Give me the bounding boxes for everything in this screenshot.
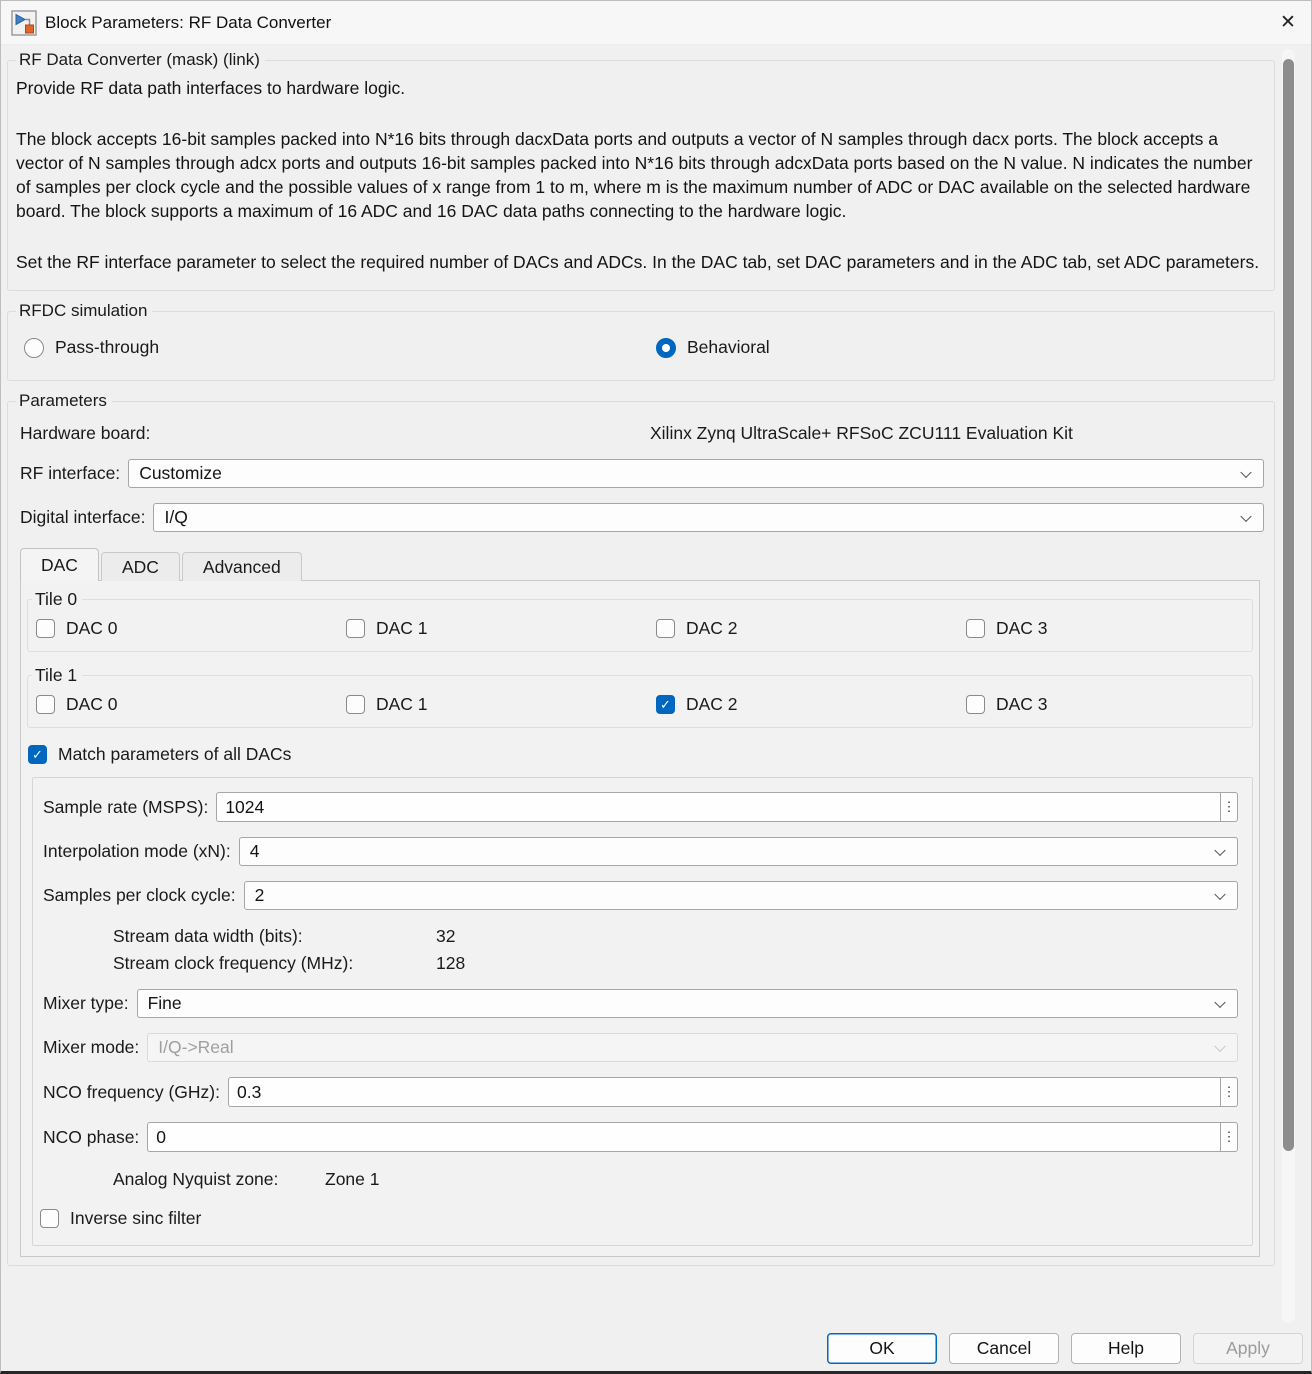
mixer-mode-value: I/Q->Real [158,1037,234,1057]
checkbox-label: DAC 2 [686,618,738,638]
mask-summary-text: Provide RF data path interfaces to hardware logic. [16,78,406,98]
tile0-group [27,589,1253,652]
mask-instruction-text: Set the RF interface parameter to select the required number of DACs and ADCs. In the DAC tab, set DAC parameters and in the ADC tab, set ADC parameters. [16,252,1260,272]
dialog-content [1,46,1311,1327]
rf-interface-row [16,459,1264,488]
tab-dac-label: DAC [41,554,78,575]
check-icon: ✓ [660,697,671,712]
samples-per-clock-value: 2 [254,885,265,905]
apply-button: Apply [1193,1333,1303,1364]
checkbox-icon[interactable] [36,695,55,714]
parameters-group [7,391,1275,1266]
checkbox-icon[interactable] [346,695,365,714]
mixer-type-value: Fine [147,993,182,1013]
checkbox-tile0-dac0[interactable] [36,618,346,639]
tab-dac[interactable] [20,548,99,581]
mask-description-group [7,50,1275,291]
stream-clock-frequency-row [39,953,1238,974]
radio-button-icon[interactable] [24,338,44,358]
samples-per-clock-label: Samples per clock cycle: [43,885,236,905]
tab-advanced-label: Advanced [202,556,281,577]
rf-interface-value: Customize [139,463,222,483]
checkbox-match-parameters[interactable] [28,744,1253,765]
nco-phase-row [39,1122,1238,1152]
samples-per-clock-dropdown[interactable] [244,881,1238,910]
checkbox-tile1-dac0[interactable] [36,694,346,715]
hardware-board-label: Hardware board: [20,423,151,443]
digital-interface-dropdown[interactable] [153,503,1264,532]
checkbox-label: DAC 0 [66,694,118,714]
close-icon[interactable]: ✕ [1280,12,1296,33]
rfdc-simulation-group [7,301,1275,381]
tile0-legend: Tile 0 [35,589,78,609]
tab-advanced[interactable] [182,552,302,581]
nco-frequency-input[interactable] [228,1077,1220,1107]
help-button[interactable]: Help [1071,1333,1181,1364]
mixer-type-row [39,989,1238,1018]
dac-tab-panel [20,580,1260,1257]
tile1-group [27,665,1253,728]
interpolation-mode-value: 4 [249,841,260,861]
digital-interface-row [16,503,1264,532]
checkbox-icon[interactable] [346,619,365,638]
tab-strip [20,548,1264,581]
stream-data-width-row [39,926,1238,947]
sample-rate-input[interactable] [216,792,1220,822]
parameters-legend: Parameters [19,391,107,410]
checkbox-label: Match parameters of all DACs [58,744,292,764]
mixer-mode-row [39,1033,1238,1062]
checkbox-label: DAC 3 [996,618,1048,638]
checkbox-icon[interactable] [966,619,985,638]
tile1-legend: Tile 1 [35,665,78,685]
simulink-block-icon [11,10,37,36]
checkbox-tile0-dac1[interactable] [346,618,656,639]
chevron-down-icon [1214,888,1225,899]
chevron-down-icon [1240,466,1251,477]
stream-data-width-value: 32 [436,926,456,946]
interpolation-mode-dropdown[interactable] [239,837,1238,866]
kebab-menu-icon[interactable]: ⋮ [1220,792,1238,822]
checkbox-label: DAC 0 [66,618,118,638]
analog-nyquist-zone-label: Analog Nyquist zone: [113,1169,279,1189]
mask-group-legend: RF Data Converter (mask) (link) [19,50,260,69]
mixer-type-label: Mixer type: [43,993,129,1013]
interpolation-mode-row [39,837,1238,866]
mixer-mode-label: Mixer mode: [43,1037,140,1057]
digital-interface-label: Digital interface: [20,507,146,527]
radio-button-icon[interactable] [656,338,676,358]
chevron-down-icon [1214,844,1225,855]
cancel-button[interactable]: Cancel [949,1333,1059,1364]
radio-pass-through-label: Pass-through [55,337,160,357]
checkbox-label: DAC 1 [376,618,428,638]
mixer-type-dropdown[interactable] [137,989,1238,1018]
checkbox-label: DAC 1 [376,694,428,714]
hardware-board-row [16,411,1264,444]
tile0-row [28,610,1252,649]
checkbox-icon[interactable] [656,619,675,638]
ok-button[interactable]: OK [827,1333,937,1364]
stream-clock-frequency-label: Stream clock frequency (MHz): [113,953,354,973]
dac-parameters-box [32,777,1253,1246]
chevron-down-icon [1240,510,1251,521]
kebab-menu-icon[interactable]: ⋮ [1220,1077,1238,1107]
checkbox-tile1-dac3[interactable] [966,694,1252,715]
stream-data-width-label: Stream data width (bits): [113,926,303,946]
chevron-down-icon [1214,1040,1225,1051]
rfdc-simulation-legend: RFDC simulation [19,301,148,320]
hardware-board-value: Xilinx Zynq UltraScale+ RFSoC ZCU111 Evaluation Kit [650,423,1073,443]
interpolation-mode-label: Interpolation mode (xN): [43,841,231,861]
button-bar [1,1327,1311,1371]
checkbox-tile0-dac2[interactable] [656,618,966,639]
checkbox-inverse-sinc-filter[interactable] [40,1208,1238,1229]
checkbox-tile1-dac2[interactable] [656,694,966,715]
sample-rate-row [39,792,1238,822]
nco-frequency-row [39,1077,1238,1107]
checkbox-icon[interactable] [40,1209,59,1228]
tile1-row [28,686,1252,725]
mixer-mode-dropdown [147,1033,1238,1062]
tab-adc-label: ADC [121,556,159,577]
checkbox-icon[interactable] [966,695,985,714]
mask-detail-text: The block accepts 16-bit samples packed into N*16 bits through dacxData ports and outputs a vector of N samples through dacx ports. The block accepts a vector of N samples through adcx ports and outputs 16-bit samples packed into N*16 bits through adcxData ports based on the N value. N indicates the number of samples per clock cycle and the possible values of x range from 1 to m, where m is the maximum number of ADC or DAC available on the selected hardware board. The block supports a maximum of 16 ADC and 16 DAC data paths connecting to the hardware logic. [16,129,1253,221]
check-icon: ✓ [32,747,43,762]
chevron-down-icon [1214,996,1225,1007]
samples-per-clock-row [39,881,1238,910]
radio-behavioral-label: Behavioral [687,337,770,357]
window-title: Block Parameters: RF Data Converter [45,12,332,32]
checkbox-icon[interactable] [656,695,675,714]
stream-clock-frequency-value: 128 [436,953,466,973]
nco-phase-label: NCO phase: [43,1126,140,1147]
checkbox-label: DAC 2 [686,694,738,714]
checkbox-icon[interactable] [28,745,47,764]
radio-behavioral[interactable] [656,337,1264,358]
checkbox-icon[interactable] [36,619,55,638]
checkbox-tile0-dac3[interactable] [966,618,1252,639]
checkbox-label: DAC 3 [996,694,1048,714]
scrollbar-thumb[interactable] [1283,59,1294,1151]
tab-adc[interactable] [101,552,180,581]
sample-rate-label: Sample rate (MSPS): [43,796,209,817]
nco-phase-input[interactable] [147,1122,1220,1152]
analog-nyquist-zone-value: Zone 1 [325,1169,380,1189]
checkbox-label: Inverse sinc filter [70,1208,202,1228]
rfdc-simulation-options [16,321,1264,370]
rf-interface-dropdown[interactable] [128,459,1264,488]
kebab-menu-icon[interactable]: ⋮ [1220,1122,1238,1152]
rf-interface-label: RF interface: [20,463,121,483]
checkbox-tile1-dac1[interactable] [346,694,656,715]
vertical-scrollbar[interactable] [1282,49,1295,1323]
analog-nyquist-zone-row [39,1169,1238,1190]
digital-interface-value: I/Q [164,507,188,527]
radio-pass-through[interactable] [24,337,656,358]
nco-frequency-label: NCO frequency (GHz): [43,1081,220,1102]
titlebar [1,1,1311,45]
